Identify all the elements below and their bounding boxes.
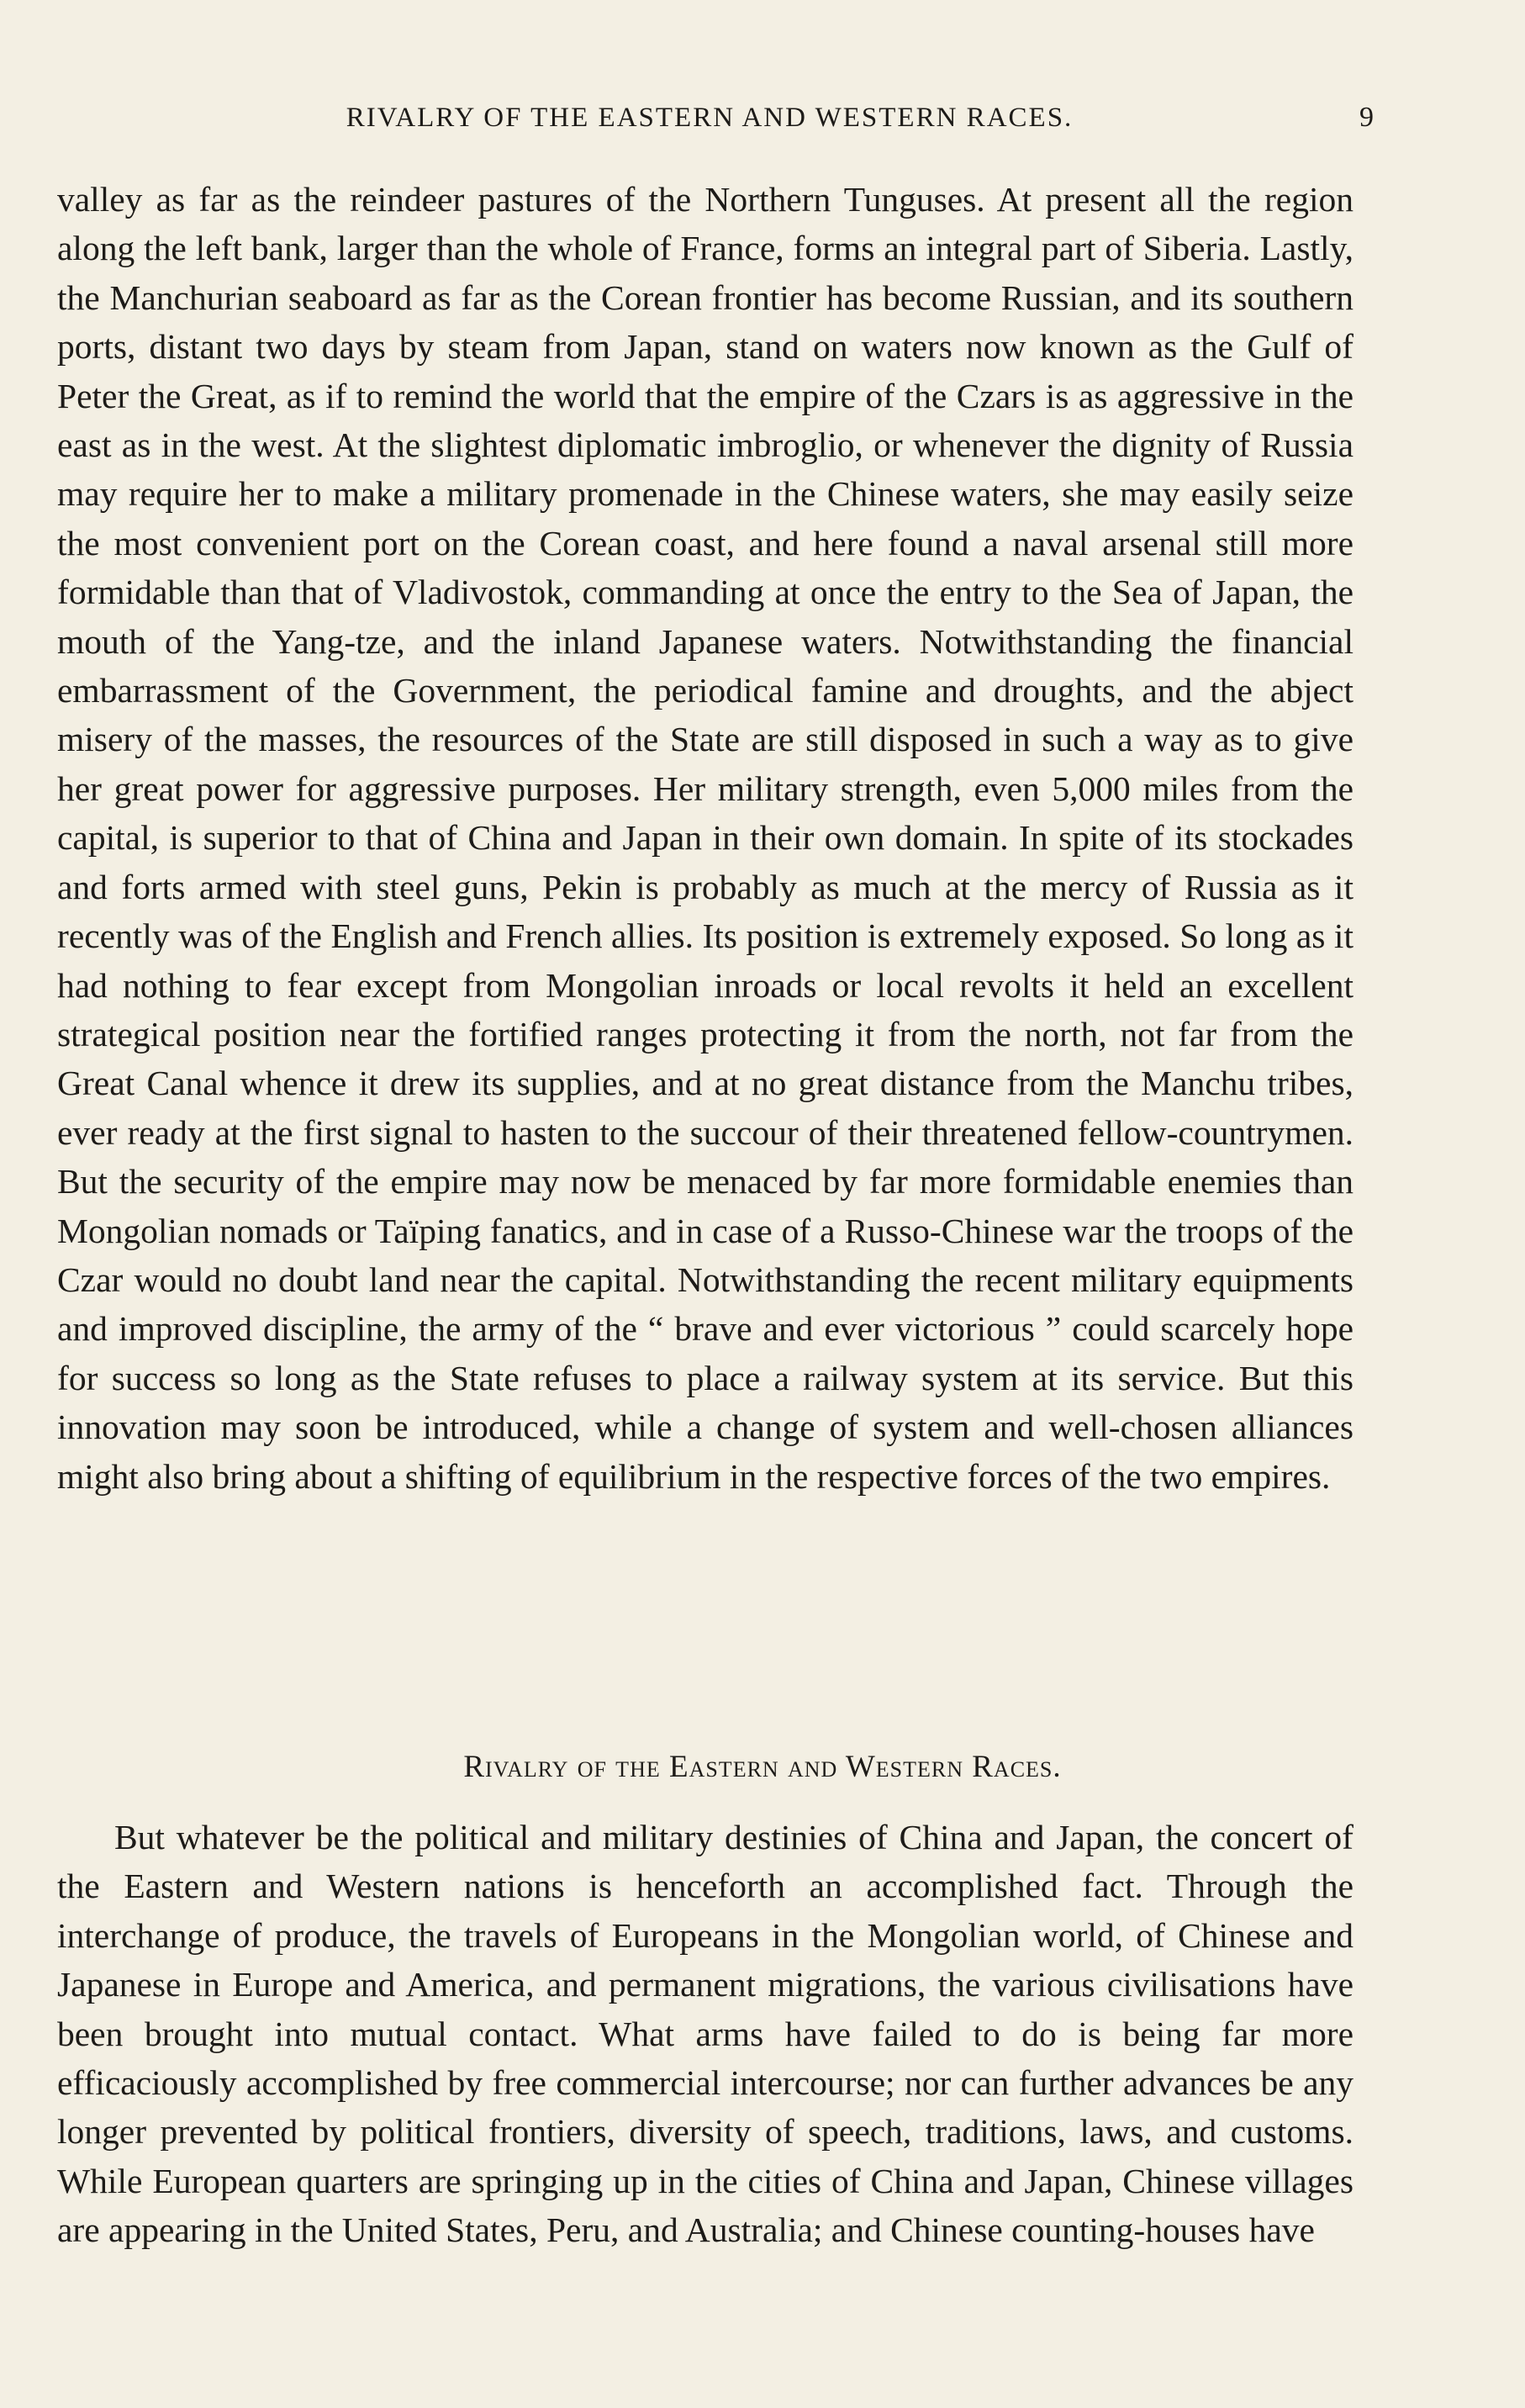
body-paragraph-2: But whatever be the political and military destinies of China and Japan, the concert of the Eastern and Western nations is henceforth an accomplished fact. Through the interchange of produce, the travels of Europeans in the Mongolian world, of Chinese and Japanese in Europe and America, and permanent migrations, the various civilisations have been brought into mutual contact. What arms have failed to do is being far more efficaciously accomplished by free commercial intercourse; nor can further advances be any longer prevented by political frontiers, diversity of speech, traditions, laws, and customs. While European quarters are springing up in the cities of China and Japan, Chinese villages are appearing in the United States, Peru, and Australia; and Chinese counting-houses have: [57, 1818, 1354, 2250]
section-heading: Rivalry of the Eastern and Western Races.: [463, 1750, 1062, 1784]
body-paragraph-1: valley as far as the reindeer pastures of the Northern Tunguses. At present all the region along the left bank, larger than the whole of France, forms an integral part of Siberia. Lastly, the Manchurian seaboard as far as the Corean frontier has become Russian, and its southern ports, distant two days by steam from Japan, stand on waters now known as the Gulf of Peter the Great, as if to remind the world that the empire of the Czars is as aggressive in the east as in the west. At the slightest diplomatic imbroglio, or whenever the dignity of Russia may require her to make a military promenade in the Chinese waters, she may easily seize the most convenient port on the Corean coast, and here found a naval arsenal still more formidable than that of Vladivostok, commanding at once the entry to the Sea of Japan, the mouth of the Yang-tze, and the inland Japanese waters. Notwithstanding the financial embarrassment of the Government, the periodical famine and droughts, and the abject misery of the masses, the resources of the State are still disposed in such a way as to give her great power for aggressive purposes. Her military strength, even 5,000 miles from the capital, is superior to that of China and Japan in their own domain. In spite of its stockades and forts armed with steel guns, Pekin is probably as much at the mercy of Russia as it recently was of the English and French allies. Its position is extremely exposed. So long as it had nothing to fear except from Mongolian inroads or local revolts it held an excellent strategical position near the fortified ranges protecting it from the north, not far from the Great Canal whence it drew its supplies, and at no great distance from the Manchu tribes, ever ready at the first signal to hasten to the succour of their threatened fellow-countrymen. But the security of the empire may now be menaced by far more formidable enemies than Mongolian nomads or Taïping fanatics, and in case of a Russo-Chinese war the troops of the Czar would no doubt land near the capital. Notwithstanding the recent military equipments and improved discipline, the army of the “ brave and ever victorious ” could scarcely hope for success so long as the State refuses to place a railway system at its service. But this innovation may soon be introduced, while a change of system and well-chosen alliances might also bring about a shifting of equilibrium in the respective forces of the two empires.: [57, 180, 1354, 1496]
page-number: 9: [1359, 102, 1374, 133]
running-head: [57, 94, 1374, 141]
running-title: RIVALRY OF THE EASTERN AND WESTERN RACES.: [346, 103, 1074, 133]
